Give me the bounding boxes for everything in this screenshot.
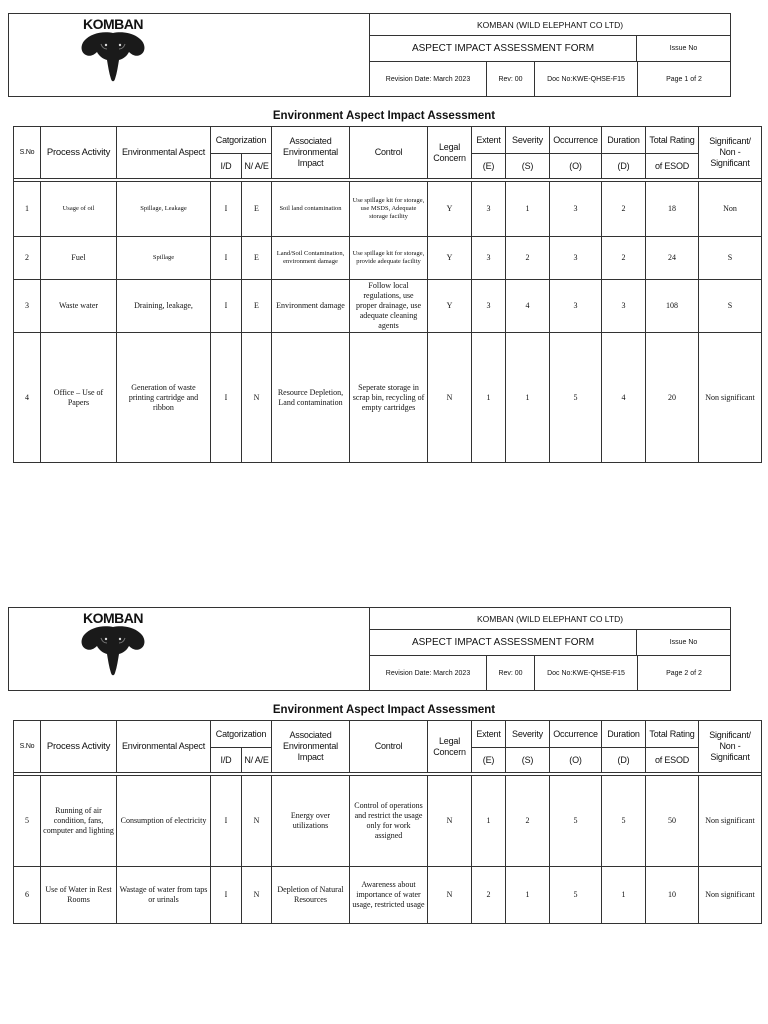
cell-extent: 3 xyxy=(472,182,506,237)
col-severity-code: (S) xyxy=(506,154,550,179)
header-row xyxy=(14,127,762,154)
col-id: I/D xyxy=(211,748,242,773)
komban-logo xyxy=(75,14,151,84)
col-associated-impact: Associated Environmental Impact xyxy=(272,127,350,179)
col-legal-concern: Legal Concern xyxy=(428,127,472,179)
cell-sno: 3 xyxy=(14,280,41,333)
cell-process: Fuel xyxy=(41,237,117,280)
komban-logo xyxy=(75,608,151,678)
cell-impact: Depletion of Natural Resources xyxy=(272,867,350,924)
form-title: ASPECT IMPACT ASSESSMENT FORM xyxy=(370,36,637,61)
cell-significance: Non significant xyxy=(699,333,762,463)
col-environmental-aspect: Environmental Aspect xyxy=(117,721,211,773)
issue-no: Issue No xyxy=(669,45,698,52)
form-title: ASPECT IMPACT ASSESSMENT FORM xyxy=(370,630,637,655)
revision-number: Rev: 00 xyxy=(487,62,535,96)
cell-occurrence: 3 xyxy=(550,182,602,237)
cell-occurrence: 5 xyxy=(550,333,602,463)
col-nae: N/ A/E xyxy=(242,748,272,773)
cell-legal: Y xyxy=(428,237,472,280)
cell-severity: 2 xyxy=(506,237,550,280)
table-row xyxy=(14,280,762,333)
cell-extent: 2 xyxy=(472,867,506,924)
cell-control: Use spillage kit for storage, use MSDS, Adequate storage facility xyxy=(350,182,428,237)
col-occurrence: Occurrence xyxy=(550,721,602,748)
col-duration-code: (D) xyxy=(602,154,646,179)
col-occurrence-code: (O) xyxy=(550,748,602,773)
company-name: KOMBAN (WILD ELEPHANT CO LTD) xyxy=(476,19,624,30)
cell-significance: Non significant xyxy=(699,867,762,924)
col-extent: Extent xyxy=(472,721,506,748)
col-occurrence: Occurrence xyxy=(550,127,602,154)
col-categorization: Catgorization xyxy=(211,721,272,748)
table-row xyxy=(14,867,762,924)
cell-id: I xyxy=(211,182,242,237)
col-total-rating: Total Rating xyxy=(646,127,699,154)
cell-id: I xyxy=(211,776,242,867)
table-row xyxy=(14,333,762,463)
logo-text: KOMBAN xyxy=(83,16,143,32)
cell-aspect: Consumption of electricity xyxy=(117,776,211,867)
cell-total: 10 xyxy=(646,867,699,924)
cell-sno: 5 xyxy=(14,776,41,867)
document-number: Doc No:KWE-QHSE-F15 xyxy=(535,62,638,96)
cell-significance: Non xyxy=(699,182,762,237)
cell-occurrence: 5 xyxy=(550,776,602,867)
cell-control: Awareness about importance of water usage, restricted usage xyxy=(350,867,428,924)
cell-significance: S xyxy=(699,237,762,280)
table-row xyxy=(14,182,762,237)
cell-nae: E xyxy=(242,280,272,333)
cell-severity: 2 xyxy=(506,776,550,867)
col-severity: Severity xyxy=(506,721,550,748)
cell-control: Follow local regulations, use proper drainage, use adequate cleaning agents xyxy=(350,280,428,333)
cell-legal: N xyxy=(428,333,472,463)
cell-id: I xyxy=(211,867,242,924)
form-header xyxy=(8,607,731,691)
cell-significance: S xyxy=(699,280,762,333)
header-info xyxy=(370,14,730,96)
cell-nae: N xyxy=(242,333,272,463)
cell-legal: N xyxy=(428,867,472,924)
col-severity: Severity xyxy=(506,127,550,154)
col-significance: Significant/ Non - Significant xyxy=(699,127,762,179)
cell-extent: 1 xyxy=(472,776,506,867)
elephant-icon xyxy=(82,626,145,675)
col-extent: Extent xyxy=(472,127,506,154)
revision-number: Rev: 00 xyxy=(487,656,535,690)
cell-legal: Y xyxy=(428,182,472,237)
page-number: Page 2 of 2 xyxy=(666,669,702,677)
col-nae: N/ A/E xyxy=(242,154,272,179)
cell-sno: 2 xyxy=(14,237,41,280)
cell-aspect: Wastage of water from taps or urinals xyxy=(117,867,211,924)
table-row xyxy=(14,237,762,280)
issue-no: Issue No xyxy=(669,639,698,646)
cell-extent: 3 xyxy=(472,280,506,333)
header-info xyxy=(370,608,730,690)
col-sno: S.No xyxy=(14,721,41,773)
cell-legal: N xyxy=(428,776,472,867)
cell-duration: 4 xyxy=(602,333,646,463)
cell-process: Running of air condition, fans, computer and lighting xyxy=(41,776,117,867)
cell-impact: Land/Soil Contamination, environment damage xyxy=(272,237,350,280)
cell-severity: 1 xyxy=(506,182,550,237)
cell-duration: 2 xyxy=(602,182,646,237)
assessment-table xyxy=(13,126,762,463)
col-environmental-aspect: Environmental Aspect xyxy=(117,127,211,179)
cell-impact: Environment damage xyxy=(272,280,350,333)
col-total-rating: Total Rating xyxy=(646,721,699,748)
assessment-table xyxy=(13,720,762,924)
logo-cell xyxy=(9,14,370,96)
cell-control: Use spillage kit for storage, provide adequate facility xyxy=(350,237,428,280)
col-esod: of ESOD xyxy=(646,154,699,179)
cell-id: I xyxy=(211,280,242,333)
cell-significance: Non significant xyxy=(699,776,762,867)
cell-aspect: Generation of waste printing cartridge and ribbon xyxy=(117,333,211,463)
cell-total: 18 xyxy=(646,182,699,237)
cell-sno: 1 xyxy=(14,182,41,237)
col-categorization: Catgorization xyxy=(211,127,272,154)
cell-severity: 4 xyxy=(506,280,550,333)
col-duration: Duration xyxy=(602,721,646,748)
col-legal-concern: Legal Concern xyxy=(428,721,472,773)
cell-severity: 1 xyxy=(506,867,550,924)
cell-process: Usage of oil xyxy=(41,182,117,237)
revision-date: Revision Date: March 2023 xyxy=(370,62,487,96)
cell-id: I xyxy=(211,237,242,280)
revision-date: Revision Date: March 2023 xyxy=(370,656,487,690)
cell-legal: Y xyxy=(428,280,472,333)
cell-aspect: Draining, leakage, xyxy=(117,280,211,333)
cell-occurrence: 5 xyxy=(550,867,602,924)
cell-occurrence: 3 xyxy=(550,280,602,333)
col-control: Control xyxy=(350,721,428,773)
cell-process: Waste water xyxy=(41,280,117,333)
table-row xyxy=(14,776,762,867)
cell-impact: Resource Depletion, Land contamination xyxy=(272,333,350,463)
col-control: Control xyxy=(350,127,428,179)
cell-id: I xyxy=(211,333,242,463)
page-number: Page 1 of 2 xyxy=(666,75,702,83)
cell-control: Control of operations and restrict the usage only for work assigned xyxy=(350,776,428,867)
cell-duration: 2 xyxy=(602,237,646,280)
cell-aspect: Spillage, Leakage xyxy=(117,182,211,237)
cell-nae: E xyxy=(242,237,272,280)
col-duration: Duration xyxy=(602,127,646,154)
cell-severity: 1 xyxy=(506,333,550,463)
cell-duration: 3 xyxy=(602,280,646,333)
cell-sno: 4 xyxy=(14,333,41,463)
cell-total: 20 xyxy=(646,333,699,463)
col-process-activity: Process Activity xyxy=(41,721,117,773)
cell-aspect: Spillage xyxy=(117,237,211,280)
cell-occurrence: 3 xyxy=(550,237,602,280)
cell-total: 50 xyxy=(646,776,699,867)
col-sno: S.No xyxy=(14,127,41,179)
company-name: KOMBAN (WILD ELEPHANT CO LTD) xyxy=(476,613,624,624)
cell-total: 108 xyxy=(646,280,699,333)
document-number: Doc No:KWE-QHSE-F15 xyxy=(535,656,638,690)
cell-control: Seperate storage in scrap bin, recycling of empty cartridges xyxy=(350,333,428,463)
cell-extent: 3 xyxy=(472,237,506,280)
cell-duration: 1 xyxy=(602,867,646,924)
col-associated-impact: Associated Environmental Impact xyxy=(272,721,350,773)
cell-process: Use of Water in Rest Rooms xyxy=(41,867,117,924)
col-occurrence-code: (O) xyxy=(550,154,602,179)
cell-total: 24 xyxy=(646,237,699,280)
col-duration-code: (D) xyxy=(602,748,646,773)
col-extent-code: (E) xyxy=(472,748,506,773)
col-extent-code: (E) xyxy=(472,154,506,179)
cell-nae: N xyxy=(242,867,272,924)
form-header xyxy=(8,13,731,97)
logo-cell xyxy=(9,608,370,690)
elephant-icon xyxy=(82,32,145,81)
header-row xyxy=(14,721,762,748)
cell-duration: 5 xyxy=(602,776,646,867)
cell-impact: Soil land contamination xyxy=(272,182,350,237)
sheet-title: Environment Aspect Impact Assessment xyxy=(272,704,496,716)
logo-text: KOMBAN xyxy=(83,610,143,626)
cell-process: Office – Use of Papers xyxy=(41,333,117,463)
col-severity-code: (S) xyxy=(506,748,550,773)
col-significance: Significant/ Non - Significant xyxy=(699,721,762,773)
col-process-activity: Process Activity xyxy=(41,127,117,179)
cell-nae: E xyxy=(242,182,272,237)
cell-nae: N xyxy=(242,776,272,867)
cell-extent: 1 xyxy=(472,333,506,463)
sheet-title: Environment Aspect Impact Assessment xyxy=(272,110,496,122)
cell-impact: Energy over utilizations xyxy=(272,776,350,867)
col-id: I/D xyxy=(211,154,242,179)
cell-sno: 6 xyxy=(14,867,41,924)
col-esod: of ESOD xyxy=(646,748,699,773)
